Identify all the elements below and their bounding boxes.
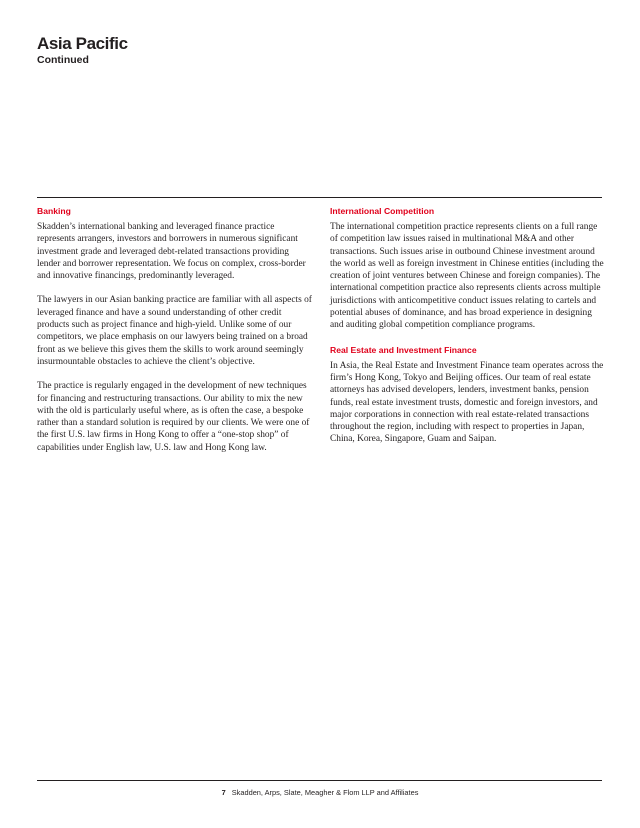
real-estate-heading: Real Estate and Investment Finance: [330, 344, 477, 355]
real-estate-paragraph: In Asia, the Real Estate and Investment Finance team operates across the firm’s Hong Kong, Tokyo and Beijing offices. Our team of real estate attorneys has advised developers, lenders, investment banks, pension funds, real estate investment trusts, domestic and foreign investors, and major corporations in connection with real estate-related transactions throughout the region, including with respect to properties in Japan, China, Korea, Singapore, Guam and Saipan.: [330, 360, 604, 445]
footer-firm-name: Skadden, Arps, Slate, Meagher & Flom LLP and Affiliates: [231, 788, 419, 797]
bottom-divider: [37, 780, 602, 781]
right-column: [330, 205, 605, 458]
banking-paragraph-3: The practice is regularly engaged in the development of new techniques for financing and restructuring transactions. Our ability to mix the new with the old is particularly useful where, as is often the case, a bespoke rather than a standard solution is required by our clients. We were one of the first U.S. law firms in Hong Kong to offer a “one-stop shop” of capabilities under English law, U.S. law and Hong Kong law.: [37, 381, 310, 453]
top-divider: [37, 197, 602, 198]
page-number: 7: [221, 788, 226, 797]
page-footer: [0, 788, 640, 798]
banking-paragraph-2: The lawyers in our Asian banking practice are familiar with all aspects of leveraged finance and have a sound understanding of other credit products such as project finance and high-yield. Unlike some of our competitors, we place emphasis on our lawyers being trained on a broad front as we believe this gives them the skills to work around seemingly insurmountable obstacles to achieve the client’s objective.: [37, 295, 312, 367]
banking-paragraph-1: Skadden’s international banking and leveraged finance practice represents arrangers, investors and borrowers in numerous significant investment grade and leveraged debt-related transactions providing lender and borrower representation. We focus on complex, cross-border and innovative financings, predominantly leveraged.: [37, 222, 306, 282]
page-title: Asia Pacific: [37, 34, 128, 53]
international-competition-paragraph: The international competition practice represents clients on a full range of competition law issues raised in multinational M&A and other transactions. Such issues arise in outbound Chinese investment around the world as well as foreign investment in Chinese entities (including the creation of joint ventures between Chinese and foreign companies). The international competition practice also represents clients across multiple jurisdictions with anticompetitive conduct issues relating to cartels and potential abuses of dominance, and has broad experience in designing and auditing global competition compliance programs.: [330, 222, 604, 331]
banking-heading: Banking: [37, 206, 71, 216]
left-column: [37, 205, 312, 466]
page-subtitle: Continued: [37, 54, 89, 66]
international-competition-heading: International Competition: [330, 206, 435, 216]
